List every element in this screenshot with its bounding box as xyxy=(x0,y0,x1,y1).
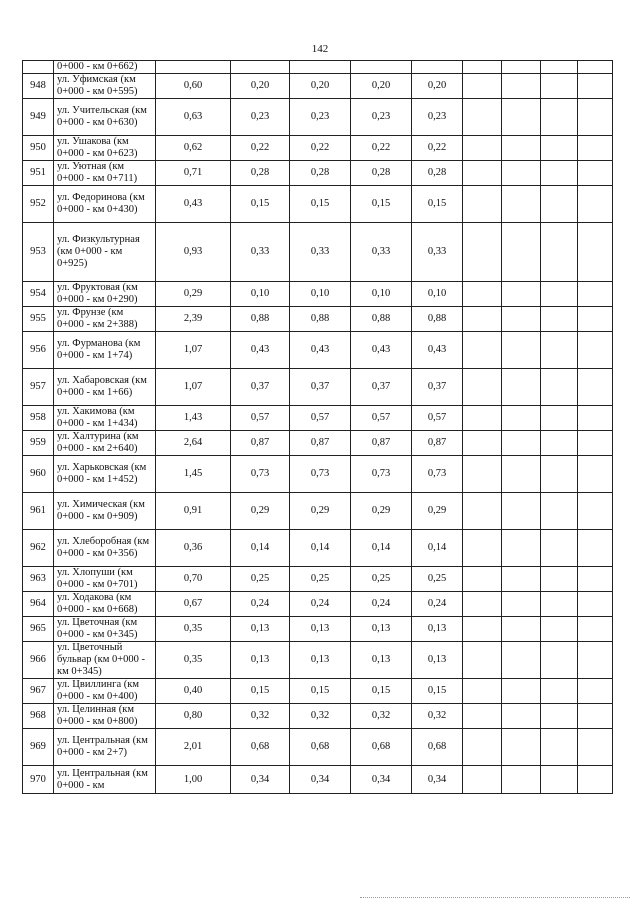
value-cell: 0,14 xyxy=(231,530,290,567)
value-cell: 0,32 xyxy=(351,704,412,729)
empty-cell xyxy=(541,642,578,679)
empty-cell xyxy=(541,161,578,186)
empty-cell xyxy=(502,307,541,332)
value-cell: 0,23 xyxy=(351,99,412,136)
empty-cell xyxy=(463,332,502,369)
value-cell: 0,63 xyxy=(156,99,231,136)
empty-cell xyxy=(578,766,613,794)
value-cell: 0,20 xyxy=(412,74,463,99)
empty-cell xyxy=(463,136,502,161)
road-name: ул. Халтурина (км 0+000 - км 2+640) xyxy=(54,431,156,456)
empty-cell xyxy=(541,493,578,530)
road-name: ул. Целинная (км 0+000 - км 0+800) xyxy=(54,704,156,729)
empty-cell xyxy=(463,679,502,704)
value-cell: 0,14 xyxy=(412,530,463,567)
value-cell: 0,29 xyxy=(231,493,290,530)
value-cell: 0,34 xyxy=(412,766,463,794)
value-cell: 0,93 xyxy=(156,223,231,282)
value-cell: 0,15 xyxy=(351,186,412,223)
value-cell: 0,13 xyxy=(231,617,290,642)
value-cell: 0,23 xyxy=(290,99,351,136)
value-cell: 0,60 xyxy=(156,74,231,99)
table-row xyxy=(23,729,613,766)
empty-cell xyxy=(463,493,502,530)
value-cell: 0,22 xyxy=(290,136,351,161)
table-row xyxy=(23,74,613,99)
value-cell: 0,25 xyxy=(231,567,290,592)
value-cell: 0,73 xyxy=(290,456,351,493)
table-row xyxy=(23,161,613,186)
road-name: ул. Центральная (км 0+000 - км 2+7) xyxy=(54,729,156,766)
empty-cell xyxy=(541,766,578,794)
row-number: 969 xyxy=(23,729,54,766)
row-number: 948 xyxy=(23,74,54,99)
empty-cell xyxy=(502,161,541,186)
value-cell: 0,29 xyxy=(351,493,412,530)
value-cell: 0,43 xyxy=(156,186,231,223)
empty-cell xyxy=(502,617,541,642)
value-cell: 0,14 xyxy=(351,530,412,567)
value-cell: 0,68 xyxy=(231,729,290,766)
value-cell: 0,68 xyxy=(412,729,463,766)
table-row xyxy=(23,223,613,282)
table-row xyxy=(23,431,613,456)
empty-cell xyxy=(541,617,578,642)
value-cell: 0,13 xyxy=(231,642,290,679)
table-row xyxy=(23,282,613,307)
road-name: ул. Хлеборобная (км 0+000 - км 0+356) xyxy=(54,530,156,567)
road-name: ул. Фруктовая (км 0+000 - км 0+290) xyxy=(54,282,156,307)
empty-cell xyxy=(541,282,578,307)
empty-cell xyxy=(578,223,613,282)
empty-cell xyxy=(578,431,613,456)
empty-cell xyxy=(541,136,578,161)
road-name: ул. Ушакова (км 0+000 - км 0+623) xyxy=(54,136,156,161)
empty-cell xyxy=(463,766,502,794)
value-cell: 1,00 xyxy=(156,766,231,794)
value-cell: 0,88 xyxy=(412,307,463,332)
value-cell: 0,24 xyxy=(412,592,463,617)
row-number: 952 xyxy=(23,186,54,223)
value-cell: 0,35 xyxy=(156,617,231,642)
value-cell: 0,34 xyxy=(351,766,412,794)
value-cell: 0,57 xyxy=(351,406,412,431)
road-name: ул. Центральная (км 0+000 - км xyxy=(54,766,156,794)
empty-cell xyxy=(578,61,613,74)
row-number: 963 xyxy=(23,567,54,592)
row-number: 953 xyxy=(23,223,54,282)
empty-cell xyxy=(541,567,578,592)
empty-cell xyxy=(541,186,578,223)
value-cell: 0,15 xyxy=(231,679,290,704)
empty-cell xyxy=(463,642,502,679)
road-name: ул. Физкультурная (км 0+000 - км 0+925) xyxy=(54,223,156,282)
value-cell: 0,80 xyxy=(156,704,231,729)
empty-cell xyxy=(463,61,502,74)
value-cell: 0,15 xyxy=(412,186,463,223)
empty-cell xyxy=(502,592,541,617)
value-cell: 0,33 xyxy=(231,223,290,282)
road-name: ул. Федоринова (км 0+000 - км 0+430) xyxy=(54,186,156,223)
value-cell: 0,88 xyxy=(351,307,412,332)
table-row xyxy=(23,369,613,406)
road-name: ул. Уютная (км 0+000 - км 0+711) xyxy=(54,161,156,186)
road-name: ул. Цвиллинга (км 0+000 - км 0+400) xyxy=(54,679,156,704)
value-cell: 1,43 xyxy=(156,406,231,431)
empty-cell xyxy=(463,729,502,766)
value-cell: 0,87 xyxy=(290,431,351,456)
value-cell: 0,40 xyxy=(156,679,231,704)
value-cell: 0,23 xyxy=(412,99,463,136)
row-number: 949 xyxy=(23,99,54,136)
row-number: 962 xyxy=(23,530,54,567)
value-cell: 0,15 xyxy=(231,186,290,223)
value-cell: 0,35 xyxy=(156,642,231,679)
empty-cell xyxy=(463,704,502,729)
empty-cell xyxy=(541,679,578,704)
empty-cell xyxy=(502,332,541,369)
row-number: 950 xyxy=(23,136,54,161)
value-cell: 0,29 xyxy=(412,493,463,530)
table-row xyxy=(23,617,613,642)
empty-cell xyxy=(502,431,541,456)
value-cell: 0,24 xyxy=(231,592,290,617)
value-cell: 0,71 xyxy=(156,161,231,186)
empty-cell xyxy=(578,530,613,567)
value-cell: 0,10 xyxy=(412,282,463,307)
row-number: 958 xyxy=(23,406,54,431)
empty-cell xyxy=(541,223,578,282)
empty-cell xyxy=(463,567,502,592)
empty-cell xyxy=(463,431,502,456)
empty-cell xyxy=(463,592,502,617)
empty-cell xyxy=(578,99,613,136)
value-cell: 0,20 xyxy=(290,74,351,99)
empty-cell xyxy=(502,186,541,223)
empty-cell xyxy=(502,406,541,431)
empty-cell xyxy=(541,406,578,431)
row-number: 959 xyxy=(23,431,54,456)
table-row xyxy=(23,766,613,794)
empty-cell xyxy=(463,99,502,136)
empty-cell xyxy=(502,530,541,567)
value-cell: 0,32 xyxy=(412,704,463,729)
value-cell: 0,32 xyxy=(231,704,290,729)
empty-cell xyxy=(502,493,541,530)
value-cell: 0,22 xyxy=(351,136,412,161)
value-cell: 0,15 xyxy=(351,679,412,704)
value-cell: 0,43 xyxy=(290,332,351,369)
empty-cell xyxy=(502,282,541,307)
value-cell: 0,14 xyxy=(290,530,351,567)
table-row xyxy=(23,456,613,493)
value-cell: 0,87 xyxy=(231,431,290,456)
row-number: 965 xyxy=(23,617,54,642)
empty-cell xyxy=(463,617,502,642)
page-number: 142 xyxy=(311,43,329,55)
empty-cell xyxy=(502,369,541,406)
table-row xyxy=(23,307,613,332)
road-name: ул. Фурманова (км 0+000 - км 1+74) xyxy=(54,332,156,369)
empty-cell xyxy=(578,642,613,679)
row-number: 970 xyxy=(23,766,54,794)
table-row xyxy=(23,493,613,530)
row-number: 966 xyxy=(23,642,54,679)
road-name: ул. Харьковская (км 0+000 - км 1+452) xyxy=(54,456,156,493)
value-cell: 0,10 xyxy=(231,282,290,307)
value-cell: 0,24 xyxy=(290,592,351,617)
table-row xyxy=(23,332,613,369)
row-number: 961 xyxy=(23,493,54,530)
value-cell: 0,13 xyxy=(351,642,412,679)
value-cell: 0,88 xyxy=(231,307,290,332)
table-row xyxy=(23,704,613,729)
value-cell: 0,15 xyxy=(290,679,351,704)
value-cell: 0,37 xyxy=(412,369,463,406)
value-cell: 0,25 xyxy=(290,567,351,592)
empty-cell xyxy=(463,282,502,307)
empty-cell xyxy=(578,493,613,530)
value-cell: 0,43 xyxy=(231,332,290,369)
road-name: ул. Ходакова (км 0+000 - км 0+668) xyxy=(54,592,156,617)
value-cell: 0,25 xyxy=(351,567,412,592)
empty-cell xyxy=(463,369,502,406)
empty-cell xyxy=(541,431,578,456)
road-name: ул. Уфимская (км 0+000 - км 0+595) xyxy=(54,74,156,99)
value-cell: 0,57 xyxy=(231,406,290,431)
empty-cell xyxy=(541,729,578,766)
empty-cell xyxy=(541,307,578,332)
value-cell: 0,15 xyxy=(290,186,351,223)
value-cell: 0,33 xyxy=(412,223,463,282)
row-number: 955 xyxy=(23,307,54,332)
row-number: 951 xyxy=(23,161,54,186)
empty-cell xyxy=(578,161,613,186)
table-body xyxy=(23,61,613,794)
value-cell: 2,39 xyxy=(156,307,231,332)
value-cell: 2,01 xyxy=(156,729,231,766)
empty-cell xyxy=(541,592,578,617)
empty-cell xyxy=(463,406,502,431)
empty-cell xyxy=(541,369,578,406)
row-number: 960 xyxy=(23,456,54,493)
empty-cell xyxy=(578,456,613,493)
road-name: 0+000 - км 0+662) xyxy=(54,61,156,74)
roads-table xyxy=(22,60,613,794)
empty-cell xyxy=(578,406,613,431)
value-cell: 0,13 xyxy=(290,617,351,642)
road-name: ул. Учительская (км 0+000 - км 0+630) xyxy=(54,99,156,136)
row-number: 956 xyxy=(23,332,54,369)
value-cell: 0,13 xyxy=(351,617,412,642)
empty-cell xyxy=(502,61,541,74)
value-cell: 0,28 xyxy=(290,161,351,186)
value-cell: 0,13 xyxy=(412,617,463,642)
value-cell: 0,37 xyxy=(290,369,351,406)
empty-cell xyxy=(578,592,613,617)
empty-cell xyxy=(463,456,502,493)
road-name: ул. Фрунзе (км 0+000 - км 2+388) xyxy=(54,307,156,332)
empty-cell xyxy=(502,704,541,729)
table-row xyxy=(23,406,613,431)
value-cell: 0,70 xyxy=(156,567,231,592)
value-cell: 0,15 xyxy=(412,679,463,704)
value-cell: 0,10 xyxy=(351,282,412,307)
empty-cell xyxy=(502,766,541,794)
empty-cell xyxy=(463,307,502,332)
table-row-fragment xyxy=(23,61,613,74)
value-cell: 0,36 xyxy=(156,530,231,567)
value-cell: 0,20 xyxy=(351,74,412,99)
value-cell: 0,22 xyxy=(231,136,290,161)
value-cell xyxy=(290,61,351,74)
row-number: 964 xyxy=(23,592,54,617)
empty-cell xyxy=(578,282,613,307)
value-cell: 0,20 xyxy=(231,74,290,99)
empty-cell xyxy=(578,679,613,704)
empty-cell xyxy=(463,161,502,186)
empty-cell xyxy=(578,332,613,369)
value-cell: 0,67 xyxy=(156,592,231,617)
empty-cell xyxy=(578,186,613,223)
value-cell: 0,73 xyxy=(231,456,290,493)
value-cell: 0,91 xyxy=(156,493,231,530)
empty-cell xyxy=(578,704,613,729)
road-name: ул. Цветочная (км 0+000 - км 0+345) xyxy=(54,617,156,642)
value-cell: 0,43 xyxy=(412,332,463,369)
scan-artifact xyxy=(360,897,630,900)
value-cell: 0,34 xyxy=(231,766,290,794)
value-cell: 0,29 xyxy=(290,493,351,530)
empty-cell xyxy=(463,74,502,99)
row-number: 954 xyxy=(23,282,54,307)
empty-cell xyxy=(502,223,541,282)
value-cell: 0,88 xyxy=(290,307,351,332)
value-cell xyxy=(231,61,290,74)
value-cell: 0,37 xyxy=(351,369,412,406)
value-cell: 0,13 xyxy=(412,642,463,679)
empty-cell xyxy=(578,729,613,766)
empty-cell xyxy=(541,99,578,136)
value-cell: 0,68 xyxy=(351,729,412,766)
value-cell: 0,73 xyxy=(412,456,463,493)
empty-cell xyxy=(502,679,541,704)
empty-cell xyxy=(578,307,613,332)
value-cell: 0,34 xyxy=(290,766,351,794)
value-cell: 0,73 xyxy=(351,456,412,493)
empty-cell xyxy=(463,530,502,567)
table-row xyxy=(23,530,613,567)
empty-cell xyxy=(541,530,578,567)
value-cell: 0,28 xyxy=(231,161,290,186)
value-cell: 0,13 xyxy=(290,642,351,679)
empty-cell xyxy=(578,74,613,99)
row-number: 967 xyxy=(23,679,54,704)
empty-cell xyxy=(578,567,613,592)
value-cell: 0,32 xyxy=(290,704,351,729)
value-cell: 1,45 xyxy=(156,456,231,493)
value-cell: 0,10 xyxy=(290,282,351,307)
value-cell: 0,22 xyxy=(412,136,463,161)
empty-cell xyxy=(502,136,541,161)
table-row xyxy=(23,679,613,704)
table-row xyxy=(23,186,613,223)
empty-cell xyxy=(502,729,541,766)
road-name: ул. Хакимова (км 0+000 - км 1+434) xyxy=(54,406,156,431)
row-number: 957 xyxy=(23,369,54,406)
empty-cell xyxy=(541,332,578,369)
value-cell: 0,28 xyxy=(351,161,412,186)
empty-cell xyxy=(578,369,613,406)
value-cell: 0,57 xyxy=(290,406,351,431)
value-cell: 2,64 xyxy=(156,431,231,456)
empty-cell xyxy=(578,136,613,161)
empty-cell xyxy=(541,74,578,99)
value-cell: 0,87 xyxy=(351,431,412,456)
empty-cell xyxy=(463,186,502,223)
value-cell xyxy=(156,61,231,74)
table-row xyxy=(23,567,613,592)
value-cell: 0,24 xyxy=(351,592,412,617)
row-number: 968 xyxy=(23,704,54,729)
empty-cell xyxy=(502,74,541,99)
value-cell: 0,43 xyxy=(351,332,412,369)
value-cell: 0,29 xyxy=(156,282,231,307)
table-row xyxy=(23,592,613,617)
value-cell xyxy=(351,61,412,74)
value-cell: 0,68 xyxy=(290,729,351,766)
value-cell: 0,57 xyxy=(412,406,463,431)
road-name: ул. Химическая (км 0+000 - км 0+909) xyxy=(54,493,156,530)
empty-cell xyxy=(541,61,578,74)
value-cell xyxy=(412,61,463,74)
value-cell: 0,37 xyxy=(231,369,290,406)
empty-cell xyxy=(578,617,613,642)
road-name: ул. Хабаровская (км 0+000 - км 1+66) xyxy=(54,369,156,406)
empty-cell xyxy=(502,456,541,493)
empty-cell xyxy=(502,567,541,592)
empty-cell xyxy=(541,704,578,729)
table-row xyxy=(23,642,613,679)
row-number xyxy=(23,61,54,74)
road-name: ул. Цветочный бульвар (км 0+000 - км 0+345) xyxy=(54,642,156,679)
empty-cell xyxy=(541,456,578,493)
value-cell: 1,07 xyxy=(156,369,231,406)
value-cell: 0,28 xyxy=(412,161,463,186)
value-cell: 0,33 xyxy=(290,223,351,282)
value-cell: 0,87 xyxy=(412,431,463,456)
value-cell: 0,33 xyxy=(351,223,412,282)
table-row xyxy=(23,136,613,161)
empty-cell xyxy=(463,223,502,282)
value-cell: 0,23 xyxy=(231,99,290,136)
value-cell: 0,62 xyxy=(156,136,231,161)
road-name: ул. Хлопуши (км 0+000 - км 0+701) xyxy=(54,567,156,592)
table-row xyxy=(23,99,613,136)
value-cell: 1,07 xyxy=(156,332,231,369)
empty-cell xyxy=(502,99,541,136)
empty-cell xyxy=(502,642,541,679)
value-cell: 0,25 xyxy=(412,567,463,592)
